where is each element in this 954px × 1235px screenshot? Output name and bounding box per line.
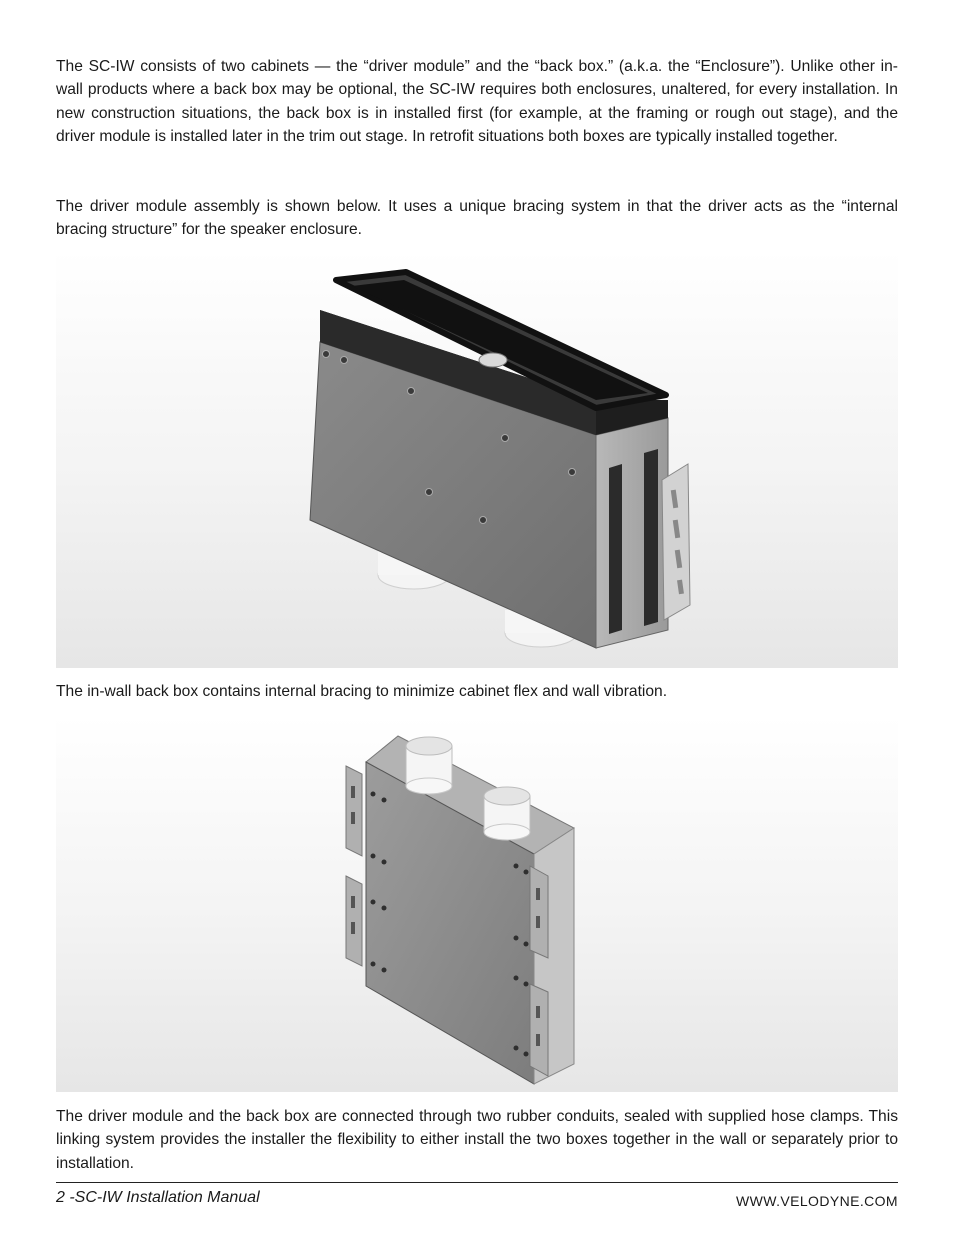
driver-module-illustration [56,250,898,668]
intro-paragraph: The SC-IW consists of two cabinets — the “driver module” and the “back box.” (a.k.a. the “Enclosure”). Unlike other in-wall products where a back box may be optional, the SC-IW requires both enclosures, unaltered, for every installation. In new construction situations, the back box is in installed first (for example, at the framing or rough out stage), and the driver module is installed later in the trim out stage. In retrofit situations both boxes are typically installed together. [56,58,898,146]
back-box-figure [56,716,898,1092]
back-box-paragraph: The in-wall back box contains internal bracing to minimize cabinet flex and wall vibration. [56,683,668,700]
driver-module-figure [56,250,898,668]
back-box-illustration [56,716,898,1092]
driver-module-paragraph: The driver module assembly is shown below. It uses a unique bracing system in that the driver acts as the “internal bracing structure” for the speaker enclosure. [56,198,898,239]
footer-manual-title: 2 -SC-IW Installation Manual [56,1189,260,1206]
footer-rule [56,1182,898,1183]
footer-website-link[interactable]: WWW.VELODYNE.COM [736,1193,898,1209]
linking-paragraph: The driver module and the back box are connected through two rubber conduits, sealed with supplied hose clamps. This linking system provides the installer the flexibility to either install the two boxes together in the wall or separately prior to installation. [56,1108,898,1172]
